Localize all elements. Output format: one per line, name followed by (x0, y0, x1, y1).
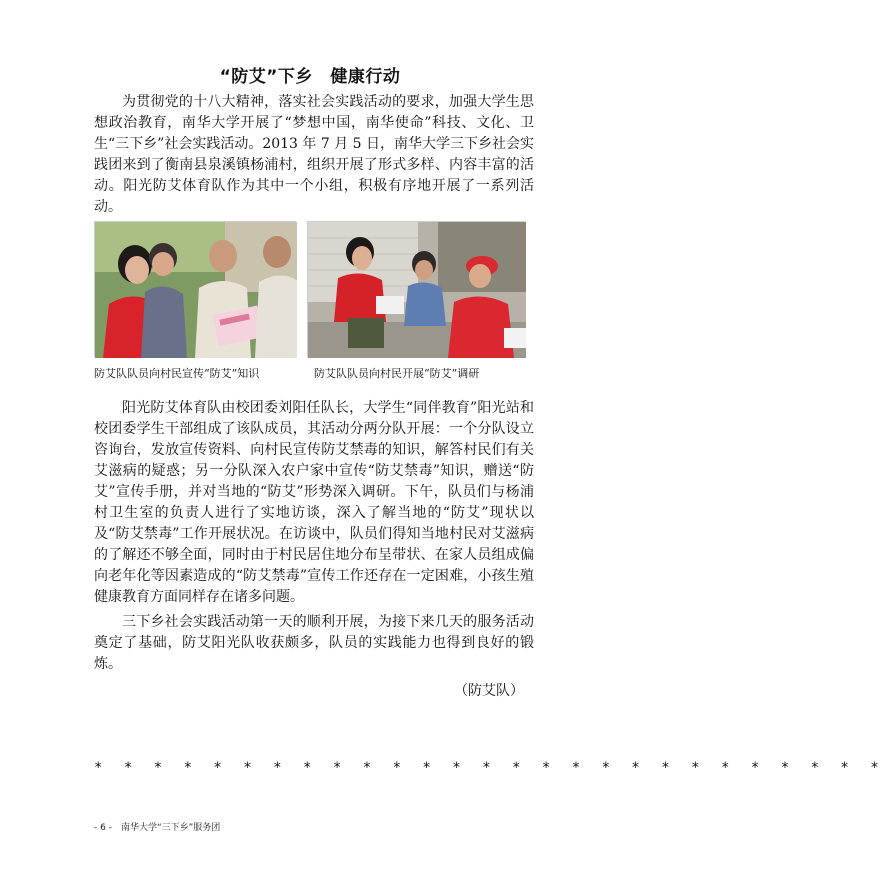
page-footer: - 6 - 南华大学“三下乡”服务团 (94, 823, 221, 833)
page-title: “防艾”下乡 健康行动 (219, 67, 401, 87)
photo-villagers-publicity (94, 221, 296, 357)
photo-villager-survey (307, 221, 525, 357)
author-signature: （防艾队） (454, 683, 524, 699)
intro-paragraph: 为贯彻党的十八大精神，落实社会实践活动的要求，加强大学生思想政治教育，南华大学开展了“梦想中国，南华使命”科技、文化、卫生“三下乡”社会实践活动。2013 年 7 月 5 日，南华大学三下乡社会实践团来到了衡南县泉溪镇杨浦村，组织开展了形式多样、内容丰富的活动。阳光防艾体育队作为其中一个小组，积极有序地开展了一系列活动。 (94, 94, 535, 215)
body-paragraph: 阳光防艾体育队由校团委刘阳任队长，大学生“同伴教育”阳光站和校团委学生干部组成了该队成员，其活动分两分队开展：一个分队设立咨询台，发放宣传资料、向村民宣传防艾禁毒的知识，解答村民们有关艾滋病的疑惑；另一分队深入农户家中宣传“防艾禁毒”知识，赠送“防艾”宣传手册，并对当地的“防艾”形势深入调研。下午，队员们与杨浦村卫生室的负责人进行了实地访谈，深入了解当地的“防艾”现状以及“防艾禁毒”工作开展状况。在访谈中，队员们得知当地村民对艾滋病的了解还不够全面，同时由于村民居住地分布呈带状、在家人员组成偏向老年化等因素造成的“防艾禁毒”宣传工作还存在一定困难，小孩生殖健康教育方面同样存在诸多问题。 (94, 400, 534, 605)
photo-caption-right: 防艾队队员向村民开展“防艾”调研 (314, 367, 480, 380)
star-divider: * * * * * * * * * * * * * * * * * * * * * * * * * * * (94, 760, 885, 776)
closing-paragraph: 三下乡社会实践活动第一天的顺利开展，为接下来几天的服务活动奠定了基础，防艾阳光队收获颇多，队员的实践能力也得到良好的锻炼。 (94, 614, 534, 672)
photo-caption-left: 防艾队队员向村民宣传“防艾”知识 (94, 367, 260, 380)
